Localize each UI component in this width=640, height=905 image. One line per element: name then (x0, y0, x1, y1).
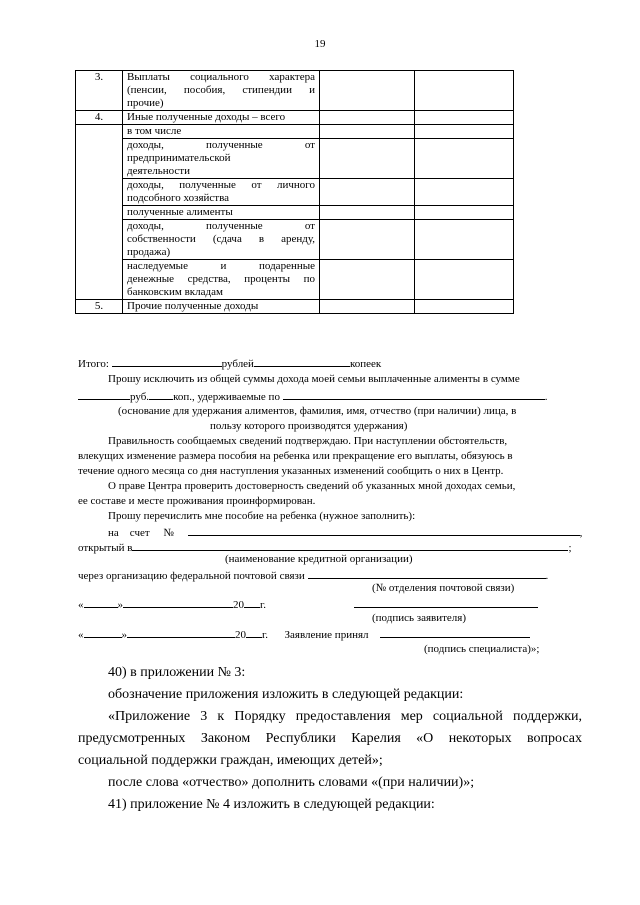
income-type-line: продажа) (127, 246, 171, 258)
income-value-cell[interactable] (320, 300, 415, 314)
income-value-cell[interactable] (320, 220, 415, 260)
row-number: 5. (76, 300, 123, 314)
basis-hint-1: (основание для удержания алиментов, фамилия, имя, отчество (при наличии) лица, в (118, 405, 517, 417)
table-row (76, 206, 514, 220)
amendment-after: после слова «отчество» дополнить словами «(при наличии)»; (108, 775, 475, 790)
applicant-sign-hint: (подпись заявителя) (372, 612, 467, 624)
comma: , (579, 527, 583, 539)
rubley-label: рублей (221, 358, 254, 370)
row-number (76, 125, 123, 300)
table-row (76, 179, 514, 206)
income-type (123, 179, 320, 206)
income-type-line: в том числе (127, 125, 182, 137)
specialist-sign-hint: (подпись специалиста)»; (424, 643, 540, 655)
row-number: 3. (76, 71, 123, 111)
income-type-line: собственности (сдача в аренду, (127, 233, 315, 245)
income-type-line: Иные полученные доходы – всего (127, 111, 286, 123)
post-org-label: через организацию федеральной почтовой связи (78, 570, 305, 582)
applicant-sign-blank[interactable] (354, 597, 538, 612)
income-type-line: доходы, полученные от личного (127, 179, 315, 191)
year-prefix: 20 (233, 599, 244, 611)
income-type-line: (пенсии, пособия, стипендии и (127, 84, 315, 96)
page-number: 19 (314, 38, 326, 50)
exclude-line-2 (78, 389, 547, 404)
bank-hint: (наименование кредитной организации) (225, 553, 413, 565)
bank-blank[interactable] (132, 540, 568, 551)
specialist-sign-blank[interactable] (380, 627, 530, 638)
dot-2: . (545, 570, 549, 582)
table-row (76, 260, 514, 300)
income-type-line: Прочие полученные доходы (127, 300, 259, 312)
income-value-cell[interactable] (320, 111, 415, 125)
income-value-cell[interactable] (320, 71, 415, 111)
itogo-rub-blank[interactable] (112, 356, 222, 367)
income-type (123, 260, 320, 300)
amendment-designation: обозначение приложения изложить в следующей редакции: (108, 687, 464, 702)
basis-blank[interactable] (283, 389, 545, 400)
confirm-1: Правильность сообщаемых сведений подтверждаю. При наступлении обстоятельств, (108, 435, 508, 447)
amendment-quote-1: «Приложение 3 к Порядку предоставления мер социальной поддержки, (108, 709, 582, 724)
table-row (76, 111, 514, 125)
income-type (123, 206, 320, 220)
income-type-line: предпринимательской (127, 152, 231, 164)
applicant-date-line (78, 597, 266, 612)
confirm-3: течение одного месяца со дня наступления указанных изменений сообщить о них в Центр. (78, 465, 504, 477)
income-value-cell[interactable] (320, 179, 415, 206)
confirm-2: влекущих изменение размера пособия на ребенка или прекращение его выплаты, обязуюсь в (78, 450, 513, 462)
kopeek-label: копеек (349, 358, 382, 370)
exclude-line-1: Прошу исключить из общей суммы дохода моей семьи выплаченные алименты в сумме (108, 373, 520, 385)
income-type-line: наследуемые и подаренные (127, 260, 315, 272)
day-blank[interactable] (84, 597, 118, 608)
income-value-cell[interactable] (415, 206, 514, 220)
income-type-line: полученные алименты (127, 206, 233, 218)
quote-open: « (78, 599, 84, 611)
income-type-line: Выплаты социального характера (127, 71, 315, 83)
year-suffix: г. (260, 599, 267, 611)
amendment-quote-2: предусмотренных Законом Республики Карелия «О некоторых вопросах (78, 731, 582, 746)
itogo-kop-blank[interactable] (254, 356, 350, 367)
na-label: на (108, 527, 119, 539)
quote-close-2: » (121, 629, 127, 641)
income-type-line: прочие) (127, 97, 164, 109)
amendment-41: 41) приложение № 4 изложить в следующей редакции: (108, 797, 435, 812)
income-type (123, 71, 320, 111)
right-1: О праве Центра проверить достоверность сведений об указанных мной доходах семьи, (108, 480, 516, 492)
income-type (123, 220, 320, 260)
kop-withheld-label: коп., удерживаемые по (173, 391, 280, 403)
income-table (75, 70, 514, 314)
right-2: ее составе и месте проживания проинформирован. (78, 495, 316, 507)
income-type-line: банковским вкладам (127, 286, 223, 298)
table-row (76, 125, 514, 139)
income-type (123, 111, 320, 125)
account-blank[interactable] (188, 525, 580, 536)
income-type (123, 139, 320, 179)
post-line (78, 568, 548, 583)
income-value-cell[interactable] (415, 139, 514, 179)
quote-open-2: « (78, 629, 84, 641)
income-value-cell[interactable] (415, 300, 514, 314)
semicolon: ; (568, 542, 572, 554)
year-blank[interactable] (244, 597, 260, 608)
opened-in-label: открытый в (78, 542, 133, 554)
account-line (108, 525, 582, 540)
income-value-cell[interactable] (320, 206, 415, 220)
alimony-kop-blank[interactable] (149, 389, 173, 400)
income-type-line: доходы, полученные от (127, 220, 315, 232)
table-row (76, 71, 514, 111)
accepted-label: Заявление принял (284, 629, 369, 641)
income-value-cell[interactable] (415, 179, 514, 206)
income-value-cell[interactable] (415, 125, 514, 139)
itogo-label: Итого: (78, 358, 109, 370)
month-blank[interactable] (123, 597, 233, 608)
income-type-line: подсобного хозяйства (127, 192, 230, 204)
amendment-40: 40) в приложении № 3: (108, 665, 246, 680)
amendment-quote-3: социальной поддержки граждан, имеющих детей»; (78, 753, 383, 768)
year-prefix-2: 20 (235, 629, 246, 641)
table-row (76, 300, 514, 314)
specialist-date-line (78, 627, 530, 642)
table-row (76, 139, 514, 179)
income-type (123, 300, 320, 314)
alimony-rub-blank[interactable] (78, 389, 130, 400)
year-suffix-2: г. (262, 629, 269, 641)
day-blank-2[interactable] (84, 627, 122, 638)
post-blank[interactable] (308, 568, 546, 579)
dot: . (544, 391, 548, 403)
transfer-line: Прошу перечислить мне пособие на ребенка (нужное заполнить): (108, 510, 416, 522)
income-value-cell[interactable] (415, 111, 514, 125)
income-type-line: деятельности (127, 165, 190, 177)
income-value-cell[interactable] (320, 125, 415, 139)
quote-close: » (117, 599, 123, 611)
income-type (123, 125, 320, 139)
basis-hint-2: пользу которого производятся удержания) (210, 420, 408, 432)
rub-label: руб. (130, 391, 150, 403)
income-type-line: денежные средства, проценты по (127, 273, 315, 285)
row-number: 4. (76, 111, 123, 125)
post-hint: (№ отделения почтовой связи) (372, 582, 515, 594)
year-blank-2[interactable] (246, 627, 262, 638)
income-type-line: доходы, полученные от (127, 139, 315, 151)
number-sign: № (163, 527, 174, 539)
income-value-cell[interactable] (415, 220, 514, 260)
income-value-cell[interactable] (320, 139, 415, 179)
table-row (76, 220, 514, 260)
income-value-cell[interactable] (415, 260, 514, 300)
schet-label: счет (129, 527, 150, 539)
month-blank-2[interactable] (127, 627, 235, 638)
itogo-line (78, 356, 381, 371)
income-value-cell[interactable] (415, 71, 514, 111)
income-value-cell[interactable] (320, 260, 415, 300)
